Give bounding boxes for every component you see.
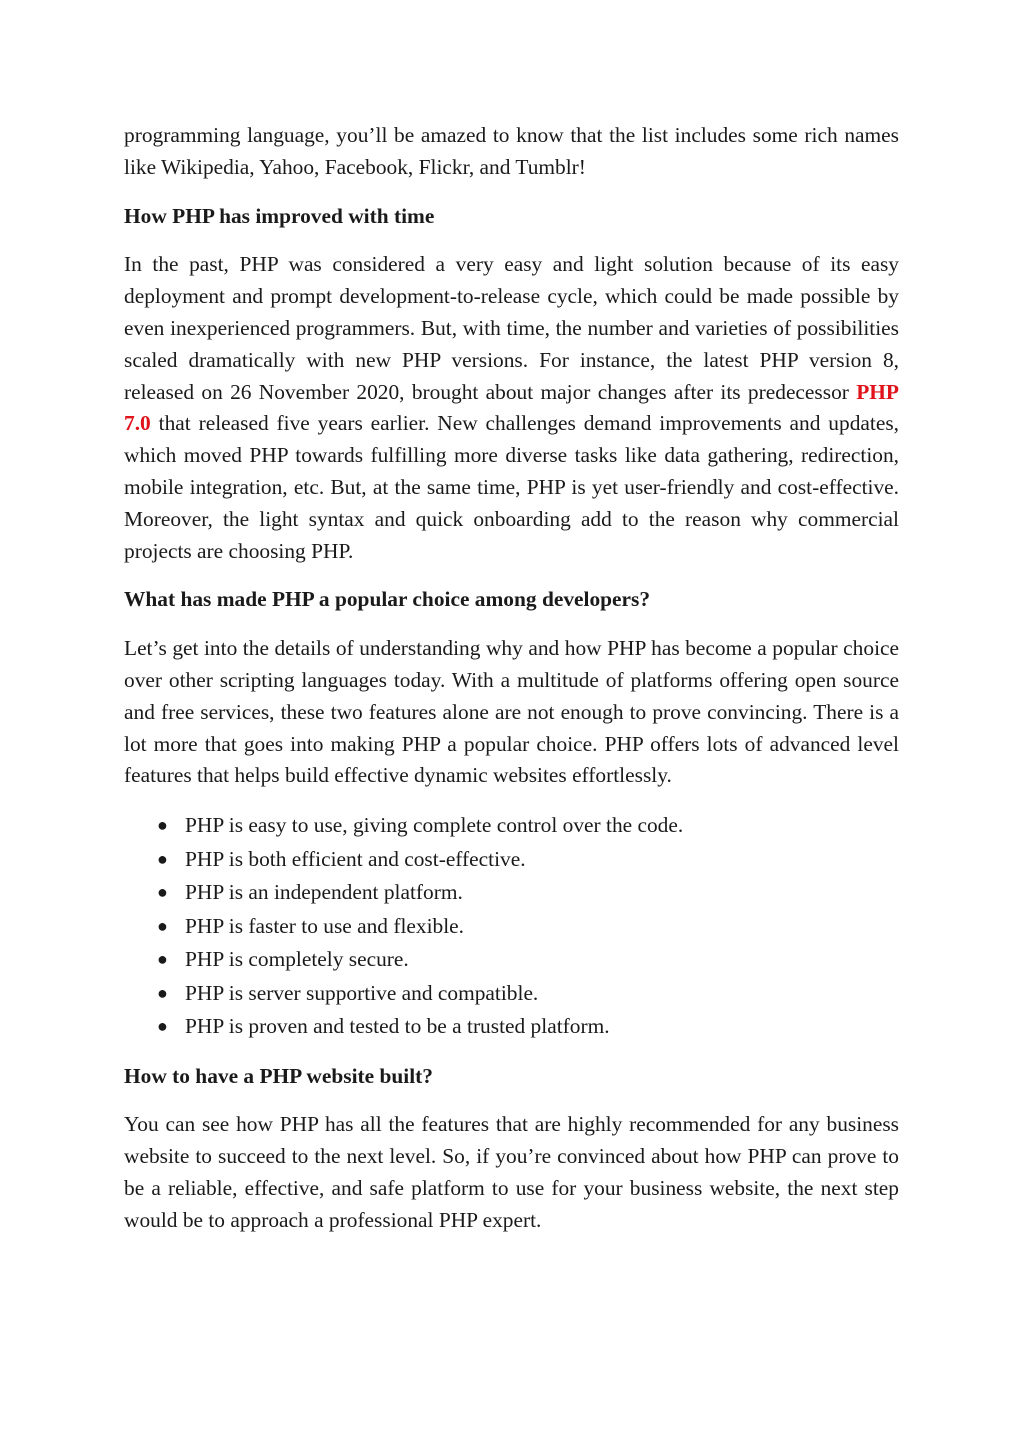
list-item	[124, 809, 899, 843]
list-item-text: PHP is server supportive and compatible.	[185, 980, 539, 1005]
paragraph-popular-choice: Let’s get into the details of understanding why and how PHP has become a popular choice over other scripting languages today. With a multitude of platforms offering open source and free services, these two features alone are not enough to prove convincing. There is a lot more that goes into making PHP a popular choice. PHP offers lots of advanced level features that helps build effective dynamic websites effortlessly.	[124, 636, 899, 788]
bullet-icon: ●	[157, 1016, 168, 1037]
paragraph-build-website: You can see how PHP has all the features that are highly recommended for any business website to succeed to the next level. So, if you’re convinced about how PHP can prove to be a reliable, effective, and safe platform to use for your business website, the next step would be to approach a professional PHP expert.	[124, 1112, 899, 1232]
list-item-text: PHP is an independent platform.	[185, 880, 463, 905]
bullet-icon: ●	[157, 982, 168, 1003]
section-heading-build-website: How to have a PHP website built?	[124, 1063, 433, 1088]
list-item-text: PHP is faster to use and flexible.	[185, 913, 465, 938]
bullet-icon: ●	[157, 848, 168, 869]
section-heading-popular-choice: What has made PHP a popular choice among developers?	[124, 587, 651, 612]
section-heading-improved: How PHP has improved with time	[124, 203, 435, 228]
bullet-icon: ●	[157, 815, 168, 836]
list-item-text: PHP is easy to use, giving complete control over the code.	[185, 813, 684, 838]
paragraph-improved-text-before: In the past, PHP was considered a very easy and light solution because of its easy deployment and prompt development-to-release cycle, which could be made possible by even inexperienced programmers. But, with time, the number and varieties of possibilities scaled dramatically with new PHP versions. For instance, the latest PHP version 8, released on 26 November 2020, brought about major changes after its predecessor	[124, 252, 899, 404]
paragraph-improved-text-after: that released five years earlier. New challenges demand improvements and updates, which moved PHP towards fulfilling more diverse tasks like data gathering, redirection, mobile integration, etc. But, at the same time, PHP is yet user-friendly and cost-effective. Moreover, the light syntax and quick onboarding add to the reason why commercial projects are choosing PHP.	[124, 411, 899, 563]
document-page	[124, 120, 899, 1254]
list-item-text: PHP is both efficient and cost-effective.	[185, 846, 526, 871]
list-item	[124, 910, 899, 944]
list-item	[124, 943, 899, 977]
intro-paragraph: programming language, you’ll be amazed to know that the list includes some rich names like Wikipedia, Yahoo, Facebook, Flickr, and Tumblr!	[124, 123, 899, 179]
feature-list	[124, 809, 899, 1044]
bullet-icon: ●	[157, 882, 168, 903]
list-item	[124, 977, 899, 1011]
paragraph-improved	[124, 249, 899, 567]
list-item	[124, 876, 899, 910]
bullet-icon: ●	[157, 949, 168, 970]
bullet-icon: ●	[157, 915, 168, 936]
php-7-link[interactable]: PHP 7.0	[124, 379, 899, 436]
list-item-text: PHP is completely secure.	[185, 947, 409, 972]
list-item-text: PHP is proven and tested to be a trusted platform.	[185, 1014, 610, 1039]
list-item	[124, 1010, 899, 1044]
list-item	[124, 843, 899, 877]
